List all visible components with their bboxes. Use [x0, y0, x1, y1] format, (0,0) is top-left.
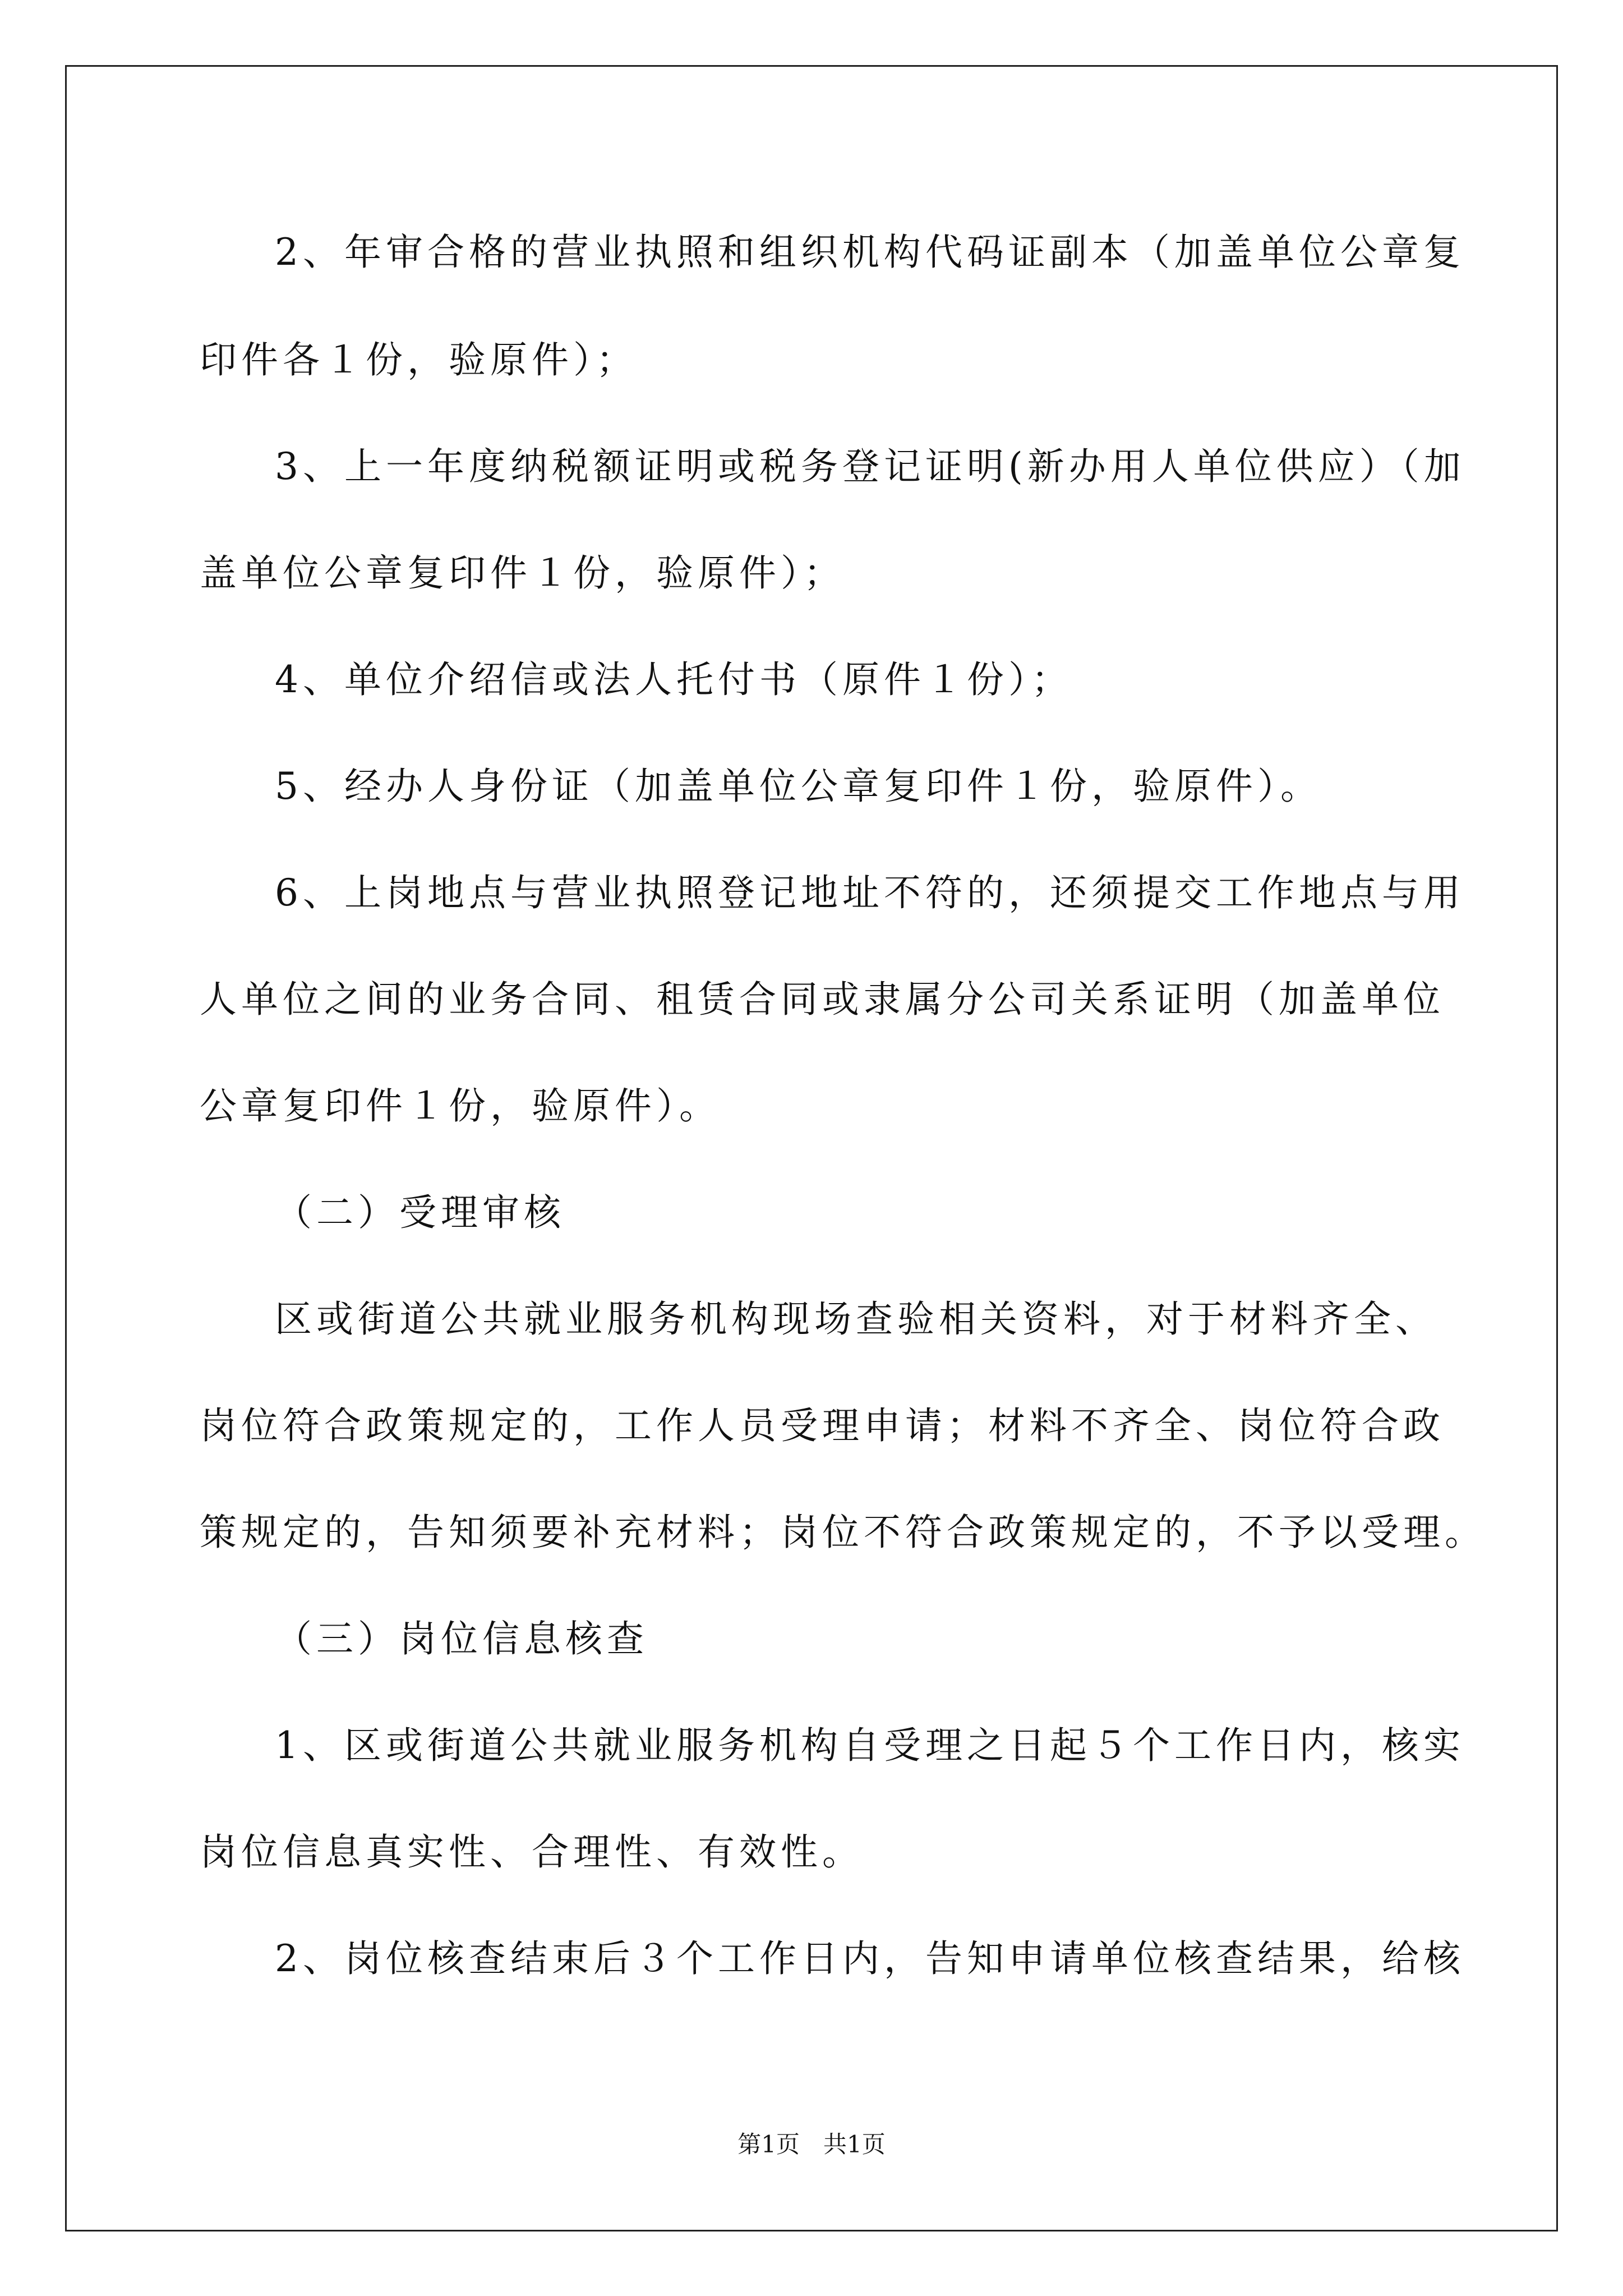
text-line: 3、上一年度纳税额证明或税务登记证明(新办用人单位供应）（加 — [275, 445, 1465, 488]
text-line: 印件各１份，验原件）； — [200, 338, 638, 381]
page-border — [65, 65, 1558, 2231]
text-line: 2、年审合格的营业执照和组织机构代码证副本（加盖单位公章复 — [275, 231, 1465, 274]
section-heading: （三）岗位信息核查 — [275, 1617, 648, 1660]
text-line: 5、经办人身份证（加盖单位公章复印件１份，验原件）。 — [275, 765, 1322, 808]
text-line: 人单位之间的业务合同、租赁合同或隶属分公司关系证明（加盖单位 — [200, 978, 1445, 1021]
section-heading: （二）受理审核 — [275, 1191, 565, 1234]
text-line: 区或街道公共就业服务机构现场查验相关资料，对于材料齐全、 — [275, 1297, 1437, 1341]
text-line: 岗位符合政策规定的，工作人员受理申请；材料不齐全、岗位符合政 — [200, 1404, 1445, 1447]
text-line: 公章复印件１份，验原件）。 — [200, 1084, 721, 1128]
text-line: 4、单位介绍信或法人托付书（原件１份）； — [275, 658, 1073, 701]
text-line: 6、上岗地点与营业执照登记地址不符的，还须提交工作地点与用 — [275, 871, 1465, 914]
text-line: 岗位信息真实性、合理性、有效性。 — [200, 1830, 864, 1874]
text-line: 盖单位公章复印件１份，验原件）； — [200, 551, 845, 595]
text-line: 策规定的，告知须要补充材料；岗位不符合政策规定的，不予以受理。 — [200, 1511, 1486, 1554]
text-line: 1、区或街道公共就业服务机构自受理之日起５个工作日内，核实 — [275, 1724, 1465, 1767]
page-footer: 第1页 共1页 — [737, 2131, 886, 2158]
text-line: 2、岗位核查结束后３个工作日内，告知申请单位核查结果，给核 — [275, 1937, 1465, 1980]
